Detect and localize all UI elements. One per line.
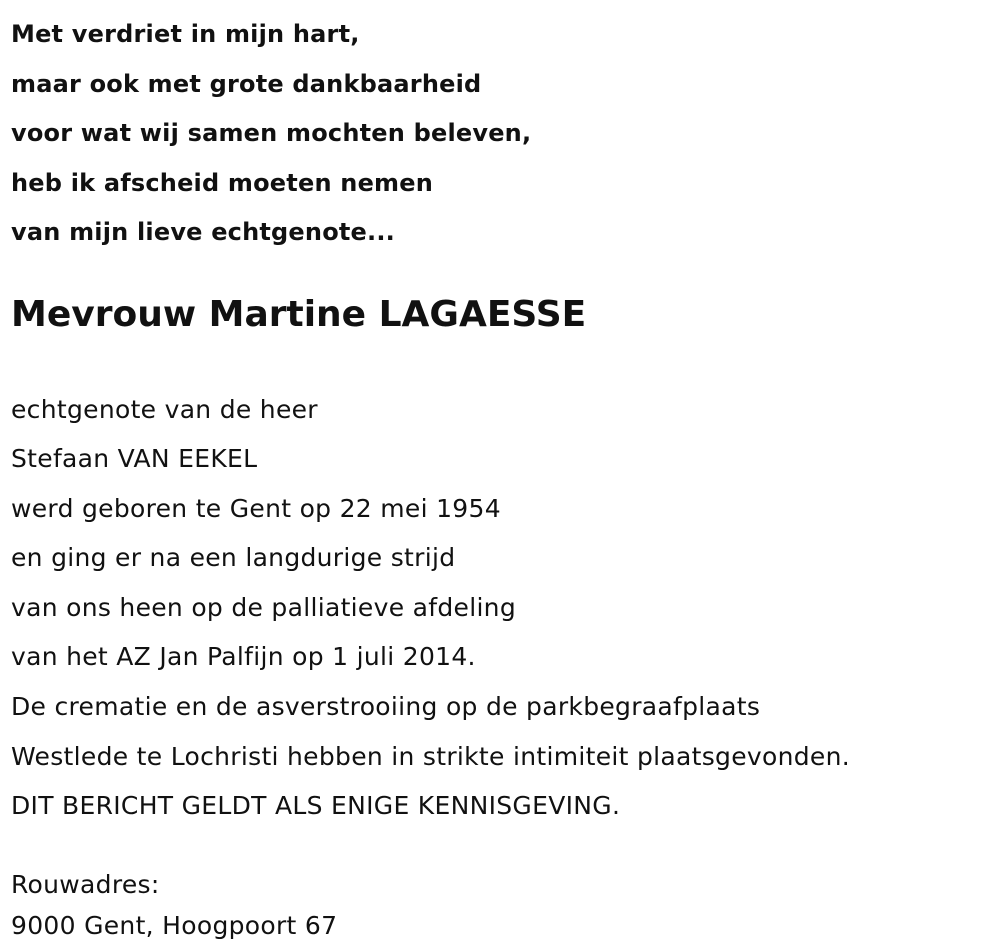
announcement-line: en ging er na een langdurige strijd bbox=[11, 543, 456, 573]
announcement-line: werd geboren te Gent op 22 mei 1954 bbox=[11, 493, 501, 523]
announcement-line: De crematie en de asverstrooiing op de parkbegraafplaats bbox=[11, 692, 761, 722]
announcement-line: DIT BERICHT GELDT ALS ENIGE KENNISGEVING. bbox=[11, 791, 621, 821]
address-label: Rouwadres: bbox=[11, 869, 160, 899]
intro-line: voor wat wij samen mochten beleven, bbox=[11, 119, 532, 147]
intro-line: Met verdriet in mijn hart, bbox=[11, 20, 360, 48]
address-line: 9000 Gent, Hoogpoort 67 bbox=[11, 910, 338, 940]
announcement-line: echtgenote van de heer bbox=[11, 394, 318, 424]
deceased-name: Mevrouw Martine LAGAESSE bbox=[11, 293, 587, 335]
intro-poem bbox=[11, 0, 991, 258]
announcement-line: van ons heen op de palliatieve afdeling bbox=[11, 592, 516, 622]
announcement-line: van het AZ Jan Palfijn op 1 juli 2014. bbox=[11, 642, 476, 672]
mourning-address bbox=[11, 864, 991, 946]
announcement-line: Westlede te Lochristi hebben in strikte intimiteit plaatsgevonden. bbox=[11, 741, 850, 771]
intro-line: heb ik afscheid moeten nemen bbox=[11, 168, 434, 197]
obituary-notice bbox=[11, 0, 991, 946]
announcement-line: Stefaan VAN EEKEL bbox=[11, 444, 258, 474]
intro-line: van mijn lieve echtgenote... bbox=[11, 218, 395, 246]
announcement-text bbox=[11, 385, 991, 831]
intro-line: maar ook met grote dankbaarheid bbox=[11, 69, 482, 98]
